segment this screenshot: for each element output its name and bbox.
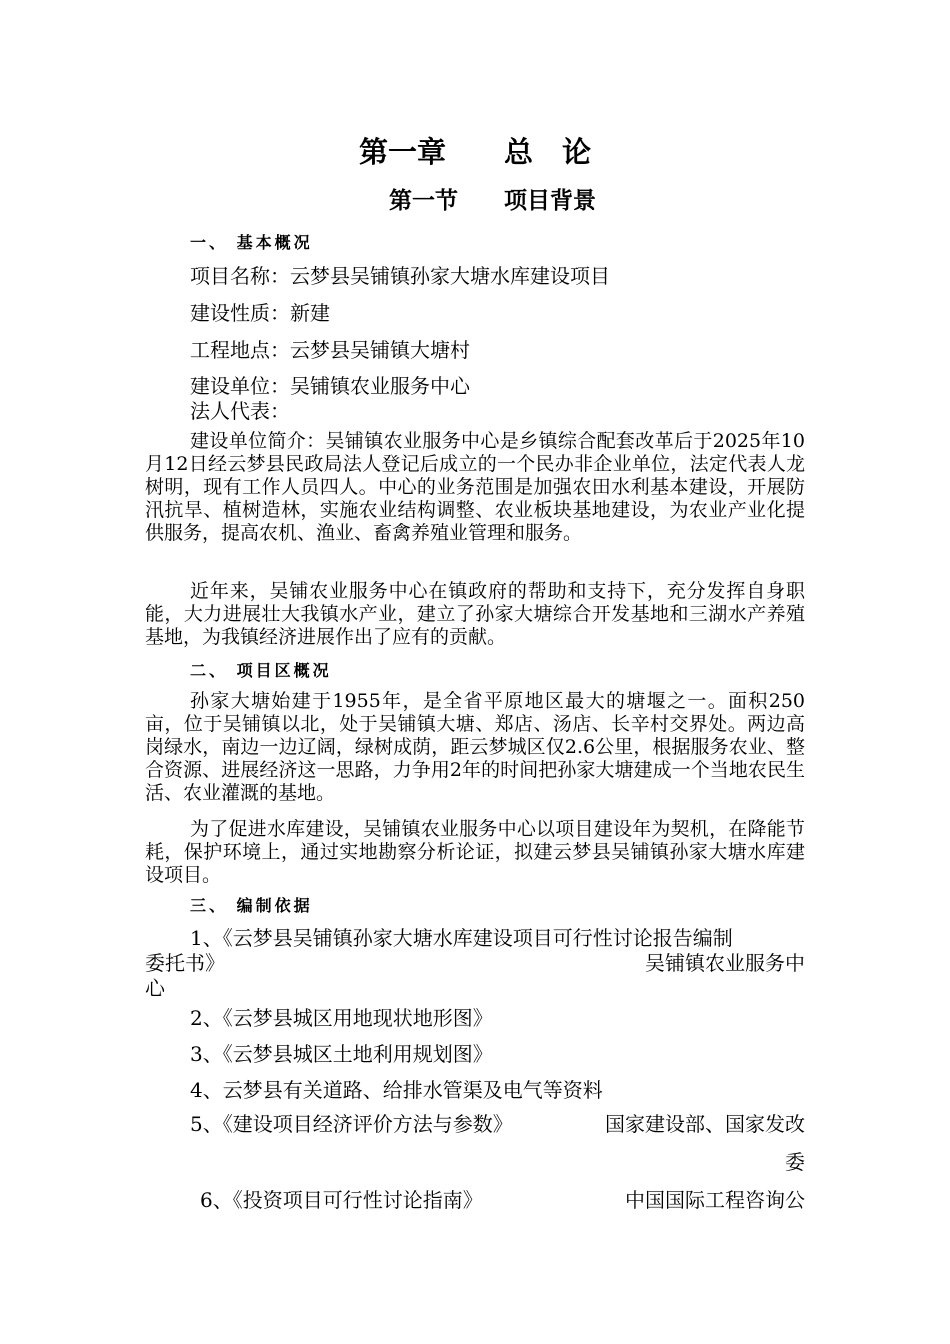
- reference-1-source-end: 心: [145, 976, 165, 1000]
- reference-6: 6、《投资项目可行性讨论指南》: [200, 1188, 483, 1212]
- reference-1: [145, 926, 805, 1001]
- project-name: 项目名称：云梦县吴铺镇孙家大塘水库建设项目: [190, 264, 610, 288]
- recent-development: 近年来，吴铺农业服务中心在镇政府的帮助和支持下，充分发挥自身职能，大力进展壮大我镇水产业，建立了孙家大塘综合开发基地和三湖水产养殖基地，为我镇经济进展作出了应有的贡献。: [145, 580, 805, 648]
- chapter-title: 第一章 总 论: [358, 135, 591, 169]
- reference-1-continued: 委托书》: [145, 951, 225, 975]
- project-nature: 建设性质：新建: [190, 301, 330, 325]
- reference-6-source: 中国国际工程咨询公: [625, 1188, 805, 1212]
- reference-4: 4、云梦县有关道路、给排水管渠及电气等资料: [190, 1078, 603, 1102]
- reference-2: 2、《云梦县城区用地现状地形图》: [190, 1006, 493, 1030]
- reference-5-source-end: 委: [785, 1150, 805, 1174]
- area-paragraph-1: 孙家大塘始建于1955年，是全省平原地区最大的塘堰之一。面积250亩，位于吴铺镇以北，处于吴铺镇大塘、郑店、汤店、长辛村交界处。两边高岗绿水，南边一边辽阔，绿树成荫，距云梦城区仅2.6公里，根据服务农业、整合资源、进展经济这一思路，力争用2年的时间把孙家大塘建成一个当地农民生活、农业灌溉的基地。: [145, 690, 805, 804]
- heading-basic: 一、 基本概况: [190, 233, 313, 252]
- area-paragraph-2: 为了促进水库建设，吴铺镇农业服务中心以项目建设年为契机，在降能节耗，保护环境上，通过实地勘察分析论证，拟建云梦县吴铺镇孙家大塘水库建设项目。: [145, 818, 805, 886]
- reference-1-title: 1、《云梦县吴铺镇孙家大塘水库建设项目可行性讨论报告编制: [190, 926, 733, 950]
- reference-5: 5、《建设项目经济评价方法与参数》: [190, 1112, 513, 1136]
- heading-basis: 三、 编制依据: [190, 896, 313, 915]
- project-location: 工程地点：云梦县吴铺镇大塘村: [190, 338, 470, 362]
- construction-unit: 建设单位：吴铺镇农业服务中心: [190, 374, 470, 398]
- section-title: 第一节 项目背景: [389, 188, 596, 214]
- reference-1-source: 吴铺镇农业服务中: [645, 951, 805, 975]
- unit-introduction: 建设单位简介：吴铺镇农业服务中心是乡镇综合配套改革后于2025年10月12日经云梦县民政局法人登记后成立的一个民办非企业单位，法定代表人龙树明，现有工作人员四人。中心的业务范围是加强农田水利基本建设，开展防汛抗旱、植树造林，实施农业结构调整、农业板块基地建设，为农业产业化提供服务，提高农机、渔业、畜禽养殖业管理和服务。: [145, 430, 805, 544]
- legal-representative: 法人代表：: [190, 399, 290, 423]
- heading-area: 二、 项目区概况: [190, 661, 332, 680]
- reference-3: 3、《云梦县城区土地利用规划图》: [190, 1042, 493, 1066]
- reference-5-source: 国家建设部、国家发改: [605, 1112, 805, 1136]
